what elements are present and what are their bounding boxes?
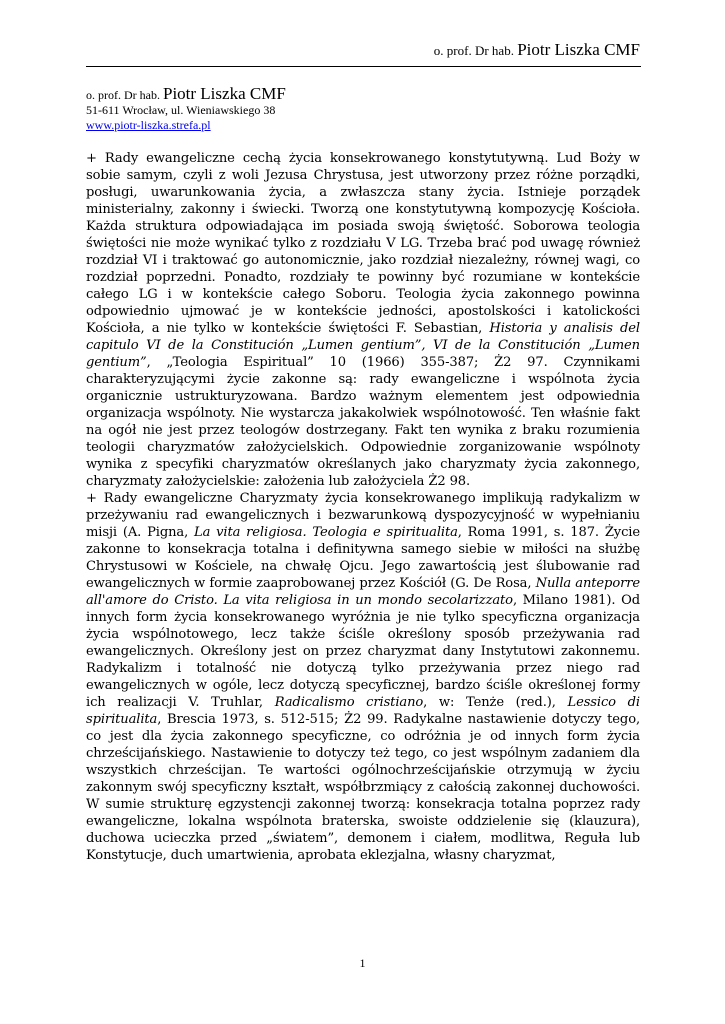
header-author-name: Piotr Liszka CMF <box>517 40 640 59</box>
paragraph-2-citation-title-1: La vita religiosa. Teologia e spiritualita <box>194 525 458 540</box>
author-block <box>86 86 486 133</box>
paragraph-2-citation-title-4: Lessico di spiritualita <box>86 695 640 727</box>
body-text <box>86 150 640 864</box>
paragraph-2-text-4: , w: Tenże (red.), <box>423 695 568 710</box>
paragraph-2-text-5: , Brescia 1973, s. 512-515; Ż2 99. Radykalne nastawienie dotyczy tego, co jest dla życia zakonnego specyficzne, co odróżnia je od innych form życia chrześcijańskiego. Nastawienie to dotyczy też tego, co jest wspólnym zadaniem dla wszystkich chrześcijan. Te wartości ogólnochrześcijańskie otrzymują w życiu zakonnym swój specyficzny kształt, współbrzmiący z całością zakonnej duchowości. W sumie strukturę egzystencji zakonnej tworzą: konsekracja totalna poprzez rady ewangeliczne, lokalna wspólnota braterska, swoiste oddzielenie się (klauzura), duchowa ucieczka przed „światem”, demonem i ciałem, modlitwa, Reguła lub Konstytucje, duch umartwienia, aprobata eklezjalna, własny charyzmat, <box>86 712 640 863</box>
author-address: 51-611 Wrocław, ul. Wieniawskiego 38 <box>86 103 276 117</box>
paragraph-1-text-1: + Rady ewangeliczne cechą życia konsekrowanego konstytutywną. Lud Boży w sobie samym, czyli z woli Jezusa Chrystusa, jest utworzony przez różne porządki, posługi, uwarunkowania życia, a zwłaszcza stany życia. Istnieje porządek ministerialny, zakonny i świecki. Tworzą one konstytutywną kompozycję Kościoła. Każda struktura odpowiadająca im posiada swoją świętość. Soborowa teologia świętości nie może wynikać tylko z rozdziału V LG. Trzeba brać pod uwagę również rozdział VI i traktować go autonomicznie, jako rozdział niezależny, równej wagi, co rozdział poprzedni. Ponadto, rozdziały te powinny być rozumiane w kontekście całego LG i w kontekście całego Soboru. Teologia życia zakonnego powinna odpowiednio ujmować je w kontekście jedności, apostolskości i katolickości Kościoła, a nie tylko w kontekście świętości F. Sebastian, <box>86 151 640 336</box>
paragraph-2-text-2: , Roma 1991, s. 187. Życie zakonne to konsekracja totalna i definitywna samego siebie w miłości na służbę Chrystusowi w Kościele, na chwałę Ojcu. Jego zawartością jest ślubowanie rad ewangelicznych w formie zaaprobowanej przez Kościół (G. De Rosa, <box>86 525 640 591</box>
header-divider <box>86 66 641 67</box>
paragraph-2-text-1: + Rady ewangeliczne Charyzmaty życia konsekrowanego implikują radykalizm w przeżywaniu rad ewangelicznych i bezwarunkową dyspozycyjność w wypełnianiu misji (A. Pigna, <box>86 491 640 540</box>
header-prefix: o. prof. Dr hab. <box>433 43 514 58</box>
paragraph-2-text-3: , Milano 1981). Od innych form życia konsekrowanego wyróżnia je nie tylko specyficzna organizacja życia wspólnotowego, lecz także ściśle określony sposób przeżywania rad ewangelicznych. Określony jest on przez charyzmat dany Instytutowi zakonnemu. Radykalizm i totalność nie dotyczą tylko przeżywania przez niego rad ewangelicznych w ogóle, lecz dotyczą specyficznej, bardzo ściśle określonej formy ich realizacji V. Truhlar, <box>86 593 640 710</box>
author-prefix: o. prof. Dr hab. <box>86 88 160 102</box>
page-number: 1 <box>359 956 366 970</box>
author-name-line <box>86 86 486 103</box>
running-header <box>434 40 640 60</box>
paragraph-1-citation-title: Historia y analisis del capitulo VI de la Constitución „Lumen gentium”, VI de la Constitución „Lumen gentium” <box>86 321 640 370</box>
author-name: Piotr Liszka CMF <box>162 84 286 103</box>
paragraph-1 <box>86 150 640 490</box>
paragraph-2 <box>86 490 640 864</box>
paragraph-1-text-2: , „Teologia Espiritual” 10 (1966) 355-387; Ż2 97. Czynnikami charakteryzującymi życie zakonne są: rady ewangeliczne i wspólnota życia organicznie ustrukturyzowana. Bardzo ważnym elementem jest odpowiednia organizacja wspólnoty. Nie wystarcza jakakolwiek wspólnotowość. Ten właśnie fakt na ogół nie jest przez teologów dostrzegany. Fakt ten wynika z braku rozumienia teologii charyzmatów założycielskich. Odpowiednie zorganizowanie wspólnoty wynika z specyfiki charyzmatów określanych jako charyzmaty życia zakonnego, charyzmaty założycielskie: założenia lub założyciela Ż2 98. <box>86 355 640 489</box>
author-website-link[interactable]: www.piotr-liszka.strefa.pl <box>86 118 211 132</box>
paragraph-2-citation-title-3: Radicalismo cristiano <box>274 695 424 710</box>
paragraph-2-citation-title-2: Nulla anteporre all'amore do Cristo. La vita religiosa in un mondo secolarizzato <box>86 576 640 608</box>
